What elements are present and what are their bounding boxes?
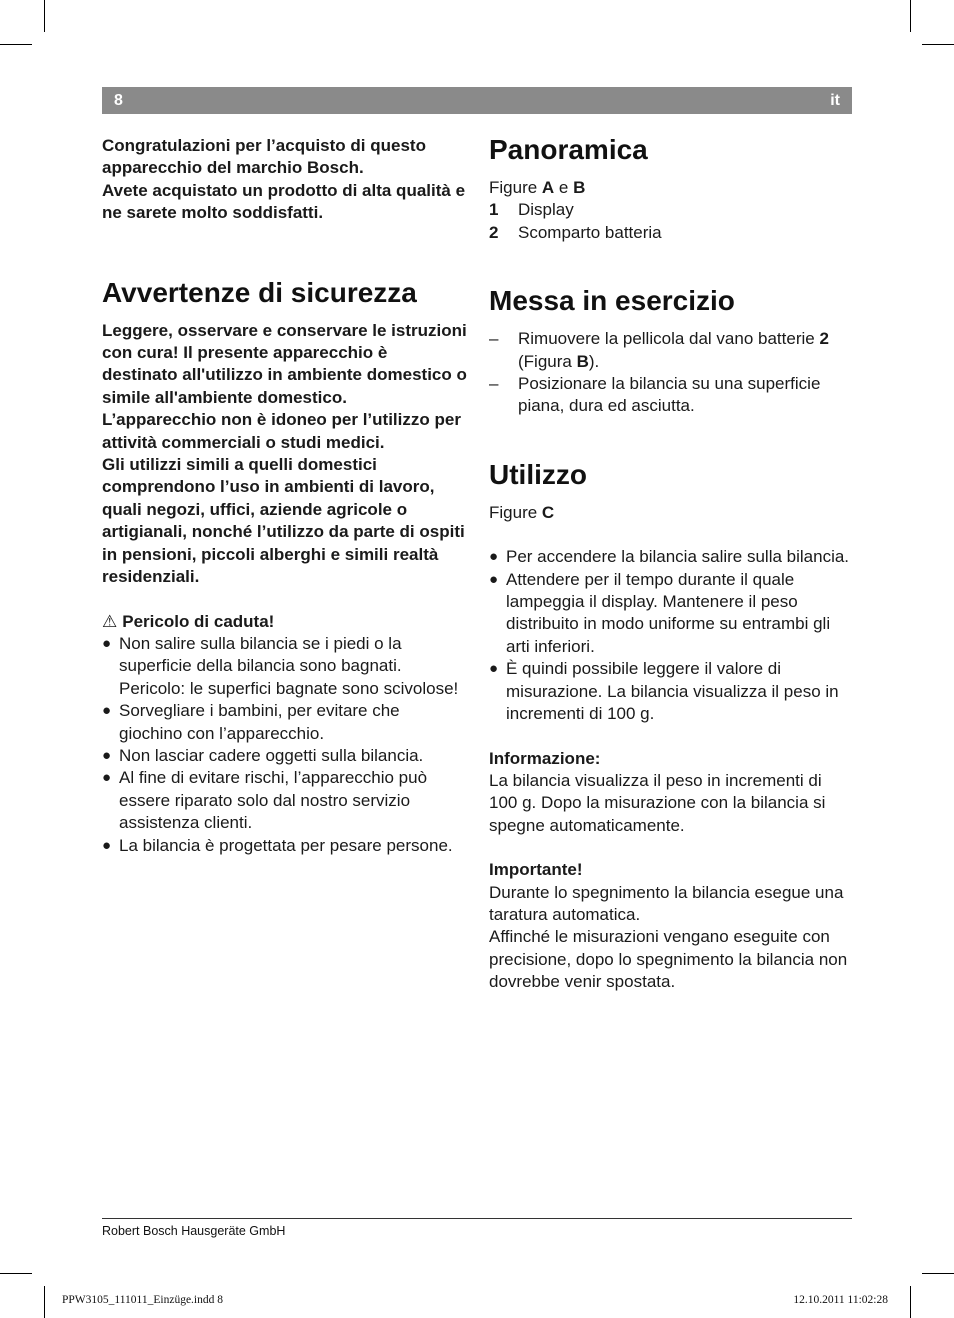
crop-mark (44, 1286, 45, 1318)
info-text: La bilancia visualizza il peso in incrementi di 100 g. Dopo la misurazione con la bilancia si spegne automaticamente. (489, 770, 826, 835)
list-item: – Rimuovere la pellicola dal vano batterie 2 (Figura B). (489, 328, 854, 373)
setup-heading: Messa in esercizio (489, 285, 735, 317)
overview-figure-ref: Figure A e B (489, 178, 586, 197)
list-item: ● È quindi possibile leggere il valore di misurazione. La bilancia visualizza il peso in incrementi di 100 g. (489, 658, 854, 725)
warning-triangle-icon: ⚠ (102, 611, 118, 631)
important-text: Affinché le misurazioni vengano eseguite con precisione, dopo lo spegnimento la bilancia non dovrebbe venir spostata. (489, 927, 848, 992)
crop-mark (44, 0, 45, 32)
print-file-slug: PPW3105_111011_Einzüge.indd 8 (62, 1294, 223, 1306)
list-item: ● Non lasciar cadere oggetti sulla bilancia. (102, 745, 467, 767)
safety-heading: Avvertenze di sicurezza (102, 276, 417, 308)
list-item: ● Per accendere la bilancia salire sulla bilancia. (489, 546, 854, 568)
list-item: ● Non salire sulla bilancia se i piedi o la superficie della bilancia sono bagnati. Pericolo: le superfici bagnate sono scivolose! (102, 633, 467, 700)
list-item: ● Sorvegliare i bambini, per evitare che giochino con l’apparecchio. (102, 700, 467, 745)
safety-paragraph: Gli utilizzi simili a quelli domestici comprendono l’uso in ambienti di lavoro, quali negozi, uffici, aziende agricole o artigianali, nonché l’utilizzo da parte di ospiti in pensioni, piccoli alberghi e simili realtà residenziali. (102, 455, 465, 587)
crop-mark (922, 44, 954, 45)
list-item: – Posizionare la bilancia su una superficie piana, dura ed asciutta. (489, 373, 854, 418)
safety-paragraph: Leggere, osservare e conservare le istruzioni con cura! Il presente apparecchio è destinato all'utilizzo in ambiente domestico o simile all'ambiente domestico. (102, 320, 467, 407)
warning-title: Pericolo di caduta! (122, 611, 275, 631)
safety-bullet-list (102, 633, 467, 857)
warning-heading (102, 611, 467, 633)
important-text: Durante lo spegnimento la bilancia esegue una taratura automatica. (489, 882, 844, 924)
list-item: 2 Scomparto batteria (489, 222, 662, 242)
crop-mark (0, 1273, 32, 1274)
list-item: ● Attendere per il tempo durante il quale lampeggia il display. Mantenere il peso distribuito in modo uniforme su entrambi gli arti inferiori. (489, 569, 854, 659)
setup-steps-list (489, 328, 854, 418)
page-header-bar (102, 87, 852, 114)
page-number: 8 (114, 92, 123, 109)
intro-paragraph: Congratulazioni per l’acquisto di questo apparecchio del marchio Bosch. (102, 136, 426, 178)
left-column (102, 135, 467, 857)
overview-parts-list (489, 199, 854, 244)
crop-mark (0, 44, 32, 45)
crop-mark (910, 1286, 911, 1318)
right-column (489, 135, 854, 994)
language-code: it (830, 92, 840, 109)
list-item: 1 Display (489, 200, 574, 220)
intro-paragraph: Avete acquistato un prodotto di alta qualità e ne sarete molto soddisfatti. (102, 180, 466, 223)
info-heading: Informazione: (489, 748, 601, 768)
footer-company: Robert Bosch Hausgeräte GmbH (102, 1224, 286, 1238)
important-heading: Importante! (489, 860, 583, 880)
list-item: ● La bilancia è progettata per pesare persone. (102, 835, 467, 857)
crop-mark (922, 1273, 954, 1274)
list-item: ● Al fine di evitare rischi, l’apparecchio può essere riparato solo dal nostro servizio assistenza clienti. (102, 767, 467, 834)
footer-divider (102, 1218, 852, 1219)
safety-paragraph: L’apparecchio non è idoneo per l’utilizzo per attività commerciali o studi medici. (102, 410, 461, 452)
overview-heading: Panoramica (489, 134, 648, 165)
print-timestamp: 12.10.2011 11:02:28 (793, 1294, 888, 1306)
crop-mark (910, 0, 911, 32)
usage-bullet-list (489, 546, 854, 725)
usage-figure-ref: Figure C (489, 502, 555, 522)
usage-heading: Utilizzo (489, 458, 587, 490)
